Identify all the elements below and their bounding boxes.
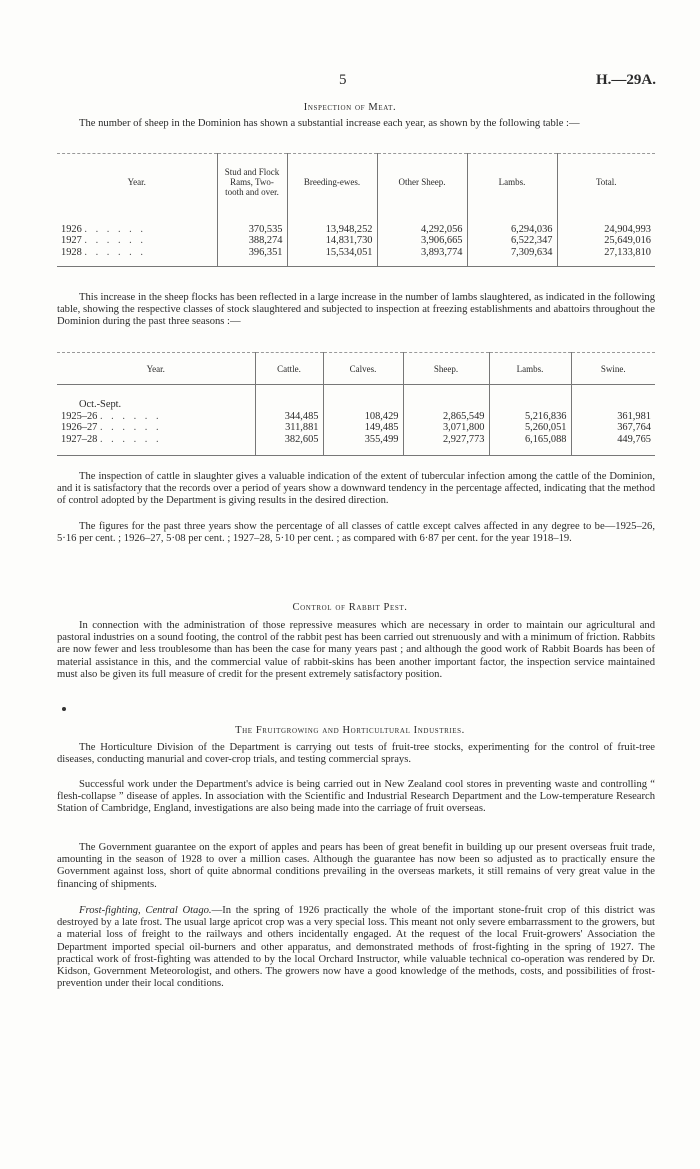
header-calves: Calves. <box>323 353 403 385</box>
year: 1928 <box>61 246 82 258</box>
header-sheep: Sheep. <box>403 353 489 385</box>
total-cell: 24,904,993 <box>557 224 655 236</box>
paragraph-fruit-3 <box>57 842 655 891</box>
table-row <box>57 235 655 247</box>
leader-dots: . . . . . . <box>99 410 162 422</box>
leader-dots: . . . . . . <box>99 422 162 433</box>
swine-cell: 449,765 <box>571 434 655 456</box>
year-cell <box>57 411 255 423</box>
leader-dots: . . . . . . <box>84 246 146 258</box>
lambs-cell: 6,522,347 <box>467 235 557 247</box>
table-row <box>57 224 655 236</box>
swine-cell: 361,981 <box>571 411 655 423</box>
spacer-row <box>57 210 655 224</box>
paragraph-text: The figures for the past three years show the percentage of all classes of cattle except calves affected in any degree to be—1925–26, 5·16 per cent. ; 1926–27, 5·08 per cent. ; 1927–28, 5·10 per cent. ; as compared with 6·87 per cent. for the year 1918–19. <box>57 521 655 545</box>
header-lambs: Lambs. <box>467 154 557 210</box>
cattle-cell: 311,881 <box>255 422 323 434</box>
margin-dot <box>62 707 66 711</box>
paragraph-fruit-4 <box>57 905 655 990</box>
paragraph-fruit-2 <box>57 779 655 816</box>
stock-table <box>57 352 655 456</box>
swine-cell: 367,764 <box>571 422 655 434</box>
lambs-cell: 5,260,051 <box>489 422 571 434</box>
year-cell <box>57 224 217 236</box>
header-swine: Swine. <box>571 353 655 385</box>
lambs-cell: 6,294,036 <box>467 224 557 236</box>
header-ewes: Breeding-ewes. <box>287 154 377 210</box>
header-year: Year. <box>57 353 255 385</box>
header-other-sheep: Other Sheep. <box>377 154 467 210</box>
rams-cell: 370,535 <box>217 224 287 236</box>
year-cell <box>57 235 217 247</box>
season-label <box>57 385 255 411</box>
year: 1927–28 <box>61 433 98 445</box>
paragraph-text: The Government guarantee on the export of apples and pears has been of great benefit in building up our present overseas fruit trade, amounting in the season of 1928 to over a million cases. Although the guarantee has now been so adjusted as to practically ensure the Government against loss, short of quite abnormal conditions prevailing in the overseas markets, it still remains of very great value in the financing of shipments. <box>57 842 655 890</box>
header-total: Total. <box>557 154 655 210</box>
leader-dots: . . . . . . <box>84 235 146 246</box>
paragraph-text: In connection with the administration of those repressive measures which are necessary in order to maintain our agricultural and pastoral industries on a sound footing, the control of the rabbit pest has been carried out strenuously and with a minimum of friction. Rabbits are now fewer and less troublesome than has been the case for many years past ; and although the good work of Rabbit Boards has been of material assistance in this, and the commercial value of rabbit-skins has been another important factor, the inspection service maintained must also be given its full measure of credit for the present extremely satisfactory position. <box>57 620 655 680</box>
section-title-fruit: The Fruitgrowing and Horticultural Industries. <box>235 725 465 736</box>
calves-cell: 149,485 <box>323 422 403 434</box>
other-cell: 3,906,665 <box>377 235 467 247</box>
paragraph-text: This increase in the sheep flocks has been reflected in a large increase in the number of lambs slaughtered, as indicated in the following table, showing the respective classes of stock slaughtered and subjected to inspection at freezing establishments and abattoirs throughout the Dominion during the past three seasons :— <box>57 292 655 328</box>
year-cell <box>57 434 255 456</box>
cattle-cell: 344,485 <box>255 411 323 423</box>
paragraph-cattle <box>57 471 655 508</box>
calves-cell: 355,499 <box>323 434 403 456</box>
header-rams: Stud and Flock Rams, Two-tooth and over. <box>217 154 287 210</box>
paragraph-figures <box>57 521 655 545</box>
document-reference: H.—29A. <box>596 72 656 88</box>
table-row <box>57 247 655 267</box>
year: 1925–26 <box>61 410 98 422</box>
table-header-row <box>57 154 655 210</box>
ewes-cell: 13,948,252 <box>287 224 377 236</box>
sheep-cell: 3,071,800 <box>403 422 489 434</box>
paragraph-text: The inspection of cattle in slaughter gives a valuable indication of the extent of tubercular infection among the cattle of the Dominion, and it is satisfactory that the records over a period of years show a downward tendency in the percentage affected, indicating that the method of control adopted by the Department is giving results in the desired direction. <box>57 471 655 507</box>
paragraph-sheep-intro <box>57 118 655 130</box>
ewes-cell: 15,534,051 <box>287 247 377 267</box>
page-number: 5 <box>339 72 347 88</box>
year-cell <box>57 422 255 434</box>
calves-cell: 108,429 <box>323 411 403 423</box>
sheep-table <box>57 153 655 267</box>
lambs-cell: 6,165,088 <box>489 434 571 456</box>
total-cell: 27,133,810 <box>557 247 655 267</box>
table-row <box>57 411 655 423</box>
table-header-row <box>57 353 655 385</box>
paragraph-increase <box>57 292 655 329</box>
year: 1926–27 <box>61 422 98 433</box>
sheep-cell: 2,927,773 <box>403 434 489 456</box>
sheep-cell: 2,865,549 <box>403 411 489 423</box>
rams-cell: 396,351 <box>217 247 287 267</box>
season-text: Oct.-Sept. <box>79 399 122 410</box>
ewes-cell: 14,831,730 <box>287 235 377 247</box>
paragraph-text: The Horticulture Division of the Department is carrying out tests of fruit-tree stocks, experimenting for the control of fruit-tree diseases, conducting manurial and cover-crop trials, and testing commercial sprays. <box>57 742 655 766</box>
lambs-cell: 5,216,836 <box>489 411 571 423</box>
year-cell <box>57 247 217 267</box>
paragraph-fruit-1 <box>57 742 655 766</box>
paragraph-text: —In the spring of 1926 practically the whole of the important stone-fruit crop of this district was destroyed by a late frost. The usual large apricot crop was a very special loss. This meant not only severe embarrassment to the growers, but a material loss of freight to the railways and others incidentally engaged. At the request of the local Fruit-growers' Association the Department imported special oil-burners and other apparatus, and demonstrated methods of frost-fighting in the spring of 1927. The practical work of frost-fighting was attended to by the local Orchard Instructor, while valuable technical co-operation was rendered by Dr. Kidson, Government Meteorologist, and others. The growers now have a good knowledge of the methods, costs, and possibilities of frost-prevention under their local conditions. <box>57 905 655 990</box>
leader-dots: . . . . . . <box>99 433 162 445</box>
table-row <box>57 434 655 456</box>
table-row <box>57 422 655 434</box>
other-cell: 4,292,056 <box>377 224 467 236</box>
section-title-rabbit: Control of Rabbit Pest. <box>292 602 408 613</box>
header-year: Year. <box>57 154 217 210</box>
paragraph-text: The number of sheep in the Dominion has shown a substantial increase each year, as shown by the following table :— <box>79 118 580 129</box>
section-title-meat: Inspection of Meat. <box>303 102 397 113</box>
cattle-cell: 382,605 <box>255 434 323 456</box>
header-cattle: Cattle. <box>255 353 323 385</box>
lambs-cell: 7,309,634 <box>467 247 557 267</box>
rams-cell: 388,274 <box>217 235 287 247</box>
other-cell: 3,893,774 <box>377 247 467 267</box>
paragraph-rabbit <box>57 620 655 681</box>
year: 1926 <box>61 223 82 235</box>
year: 1927 <box>61 235 82 246</box>
frost-fighting-lead: Frost-fighting, Central Otago. <box>79 905 212 916</box>
total-cell: 25,649,016 <box>557 235 655 247</box>
subheader-row <box>57 385 655 411</box>
paragraph-text: Successful work under the Department's advice is being carried out in New Zealand cool stores in preventing waste and controlling “ flesh-collapse ” disease of apples. In association with the Scientific and Industrial Research Department and the Low-temperature Research Station of Cambridge, England, investigations are also being made into the carriage of fruit overseas. <box>57 779 655 815</box>
header-lambs: Lambs. <box>489 353 571 385</box>
leader-dots: . . . . . . <box>84 223 146 235</box>
